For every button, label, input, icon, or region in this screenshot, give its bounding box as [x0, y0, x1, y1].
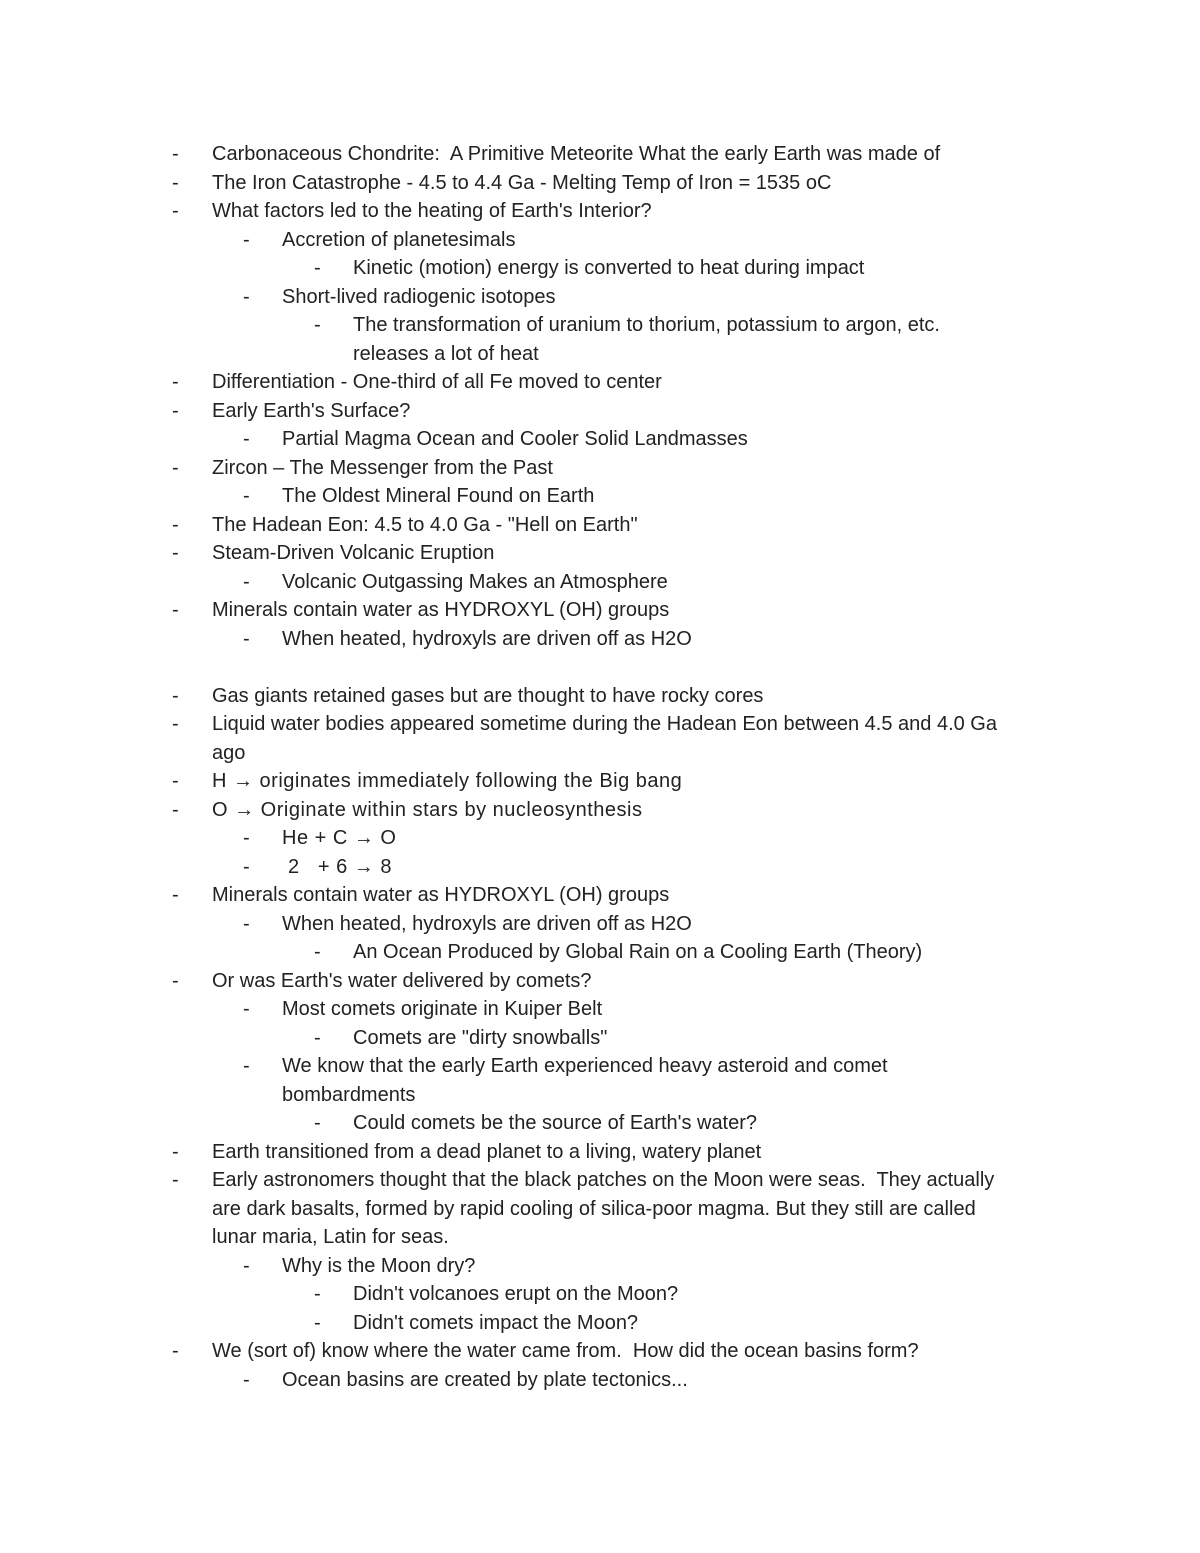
list-bullet: - [243, 228, 250, 251]
list-bullet: - [172, 969, 179, 992]
list-bullet: - [172, 798, 180, 821]
list-item [0, 767, 1200, 796]
list-bullet: - [314, 1112, 321, 1134]
list-item-text: 2 + 6 → 8 [282, 855, 392, 878]
list-bullet: - [243, 485, 250, 507]
list-item [0, 1309, 1200, 1338]
list-bullet: - [172, 713, 179, 735]
list-item-text: Most comets originate in Kuiper Belt [282, 998, 603, 1020]
list-item [0, 938, 1200, 967]
list-item-text: The transformation of uranium to thorium, potassium to argon, etc. [353, 314, 940, 336]
list-bullet: - [172, 1140, 179, 1163]
list-item [0, 368, 1200, 397]
list-item-text: The Oldest Mineral Found on Earth [282, 485, 595, 507]
list-item [0, 140, 1200, 169]
list-item-text: When heated, hydroxyls are driven off as H2O [282, 627, 692, 650]
list-item-text: Minerals contain water as HYDROXYL (OH) groups [212, 884, 670, 906]
list-bullet: - [243, 827, 251, 849]
list-item-text: Short-lived radiogenic isotopes [282, 285, 556, 308]
list-bullet: - [172, 171, 179, 194]
list-item [0, 910, 1200, 939]
list-bullet: - [314, 257, 321, 279]
list-item [0, 1223, 1200, 1252]
list-item [0, 1081, 1200, 1110]
list-bullet: - [172, 599, 179, 621]
list-item [0, 311, 1200, 340]
list-item [0, 1366, 1200, 1395]
list-item [0, 967, 1200, 996]
list-item [0, 340, 1200, 369]
list-bullet: - [172, 513, 179, 536]
list-item [0, 1195, 1200, 1224]
list-item [0, 197, 1200, 226]
list-item [0, 283, 1200, 312]
list-item-text: Early Earth's Surface? [212, 399, 411, 422]
list-item [0, 596, 1200, 625]
list-item-text: H → originates immediately following the Big bang [212, 770, 683, 792]
list-item [0, 539, 1200, 568]
blank-line [0, 653, 1200, 682]
list-item-text: Minerals contain water as HYDROXYL (OH) groups [212, 599, 670, 621]
list-item [0, 254, 1200, 283]
list-bullet: - [243, 1254, 250, 1277]
list-item [0, 1024, 1200, 1053]
list-item [0, 853, 1200, 882]
list-bullet: - [243, 1055, 250, 1077]
list-item-text: He + C → O [282, 827, 397, 849]
list-item-text: The Iron Catastrophe - 4.5 to 4.4 Ga - Melting Temp of Iron = 1535 oC [212, 171, 832, 194]
list-bullet: - [172, 456, 179, 479]
list-item-text: Accretion of planetesimals [282, 228, 516, 251]
list-bullet: - [314, 1311, 321, 1334]
list-bullet: - [243, 1368, 250, 1391]
list-bullet: - [172, 884, 179, 906]
list-bullet: - [172, 770, 180, 792]
list-item [0, 226, 1200, 255]
list-item-text: Partial Magma Ocean and Cooler Solid Landmasses [282, 428, 748, 450]
list-item-text: Comets are "dirty snowballs" [353, 1026, 608, 1049]
list-bullet: - [314, 1026, 321, 1049]
list-item-text: Differentiation - One-third of all Fe moved to center [212, 371, 662, 393]
list-item-text: Early astronomers thought that the black patches on the Moon were seas. They actually [212, 1169, 995, 1191]
list-item [0, 482, 1200, 511]
list-item-text: ago [212, 741, 246, 764]
list-item [0, 169, 1200, 198]
list-bullet: - [314, 1283, 321, 1305]
list-bullet: - [314, 314, 321, 336]
list-bullet: - [172, 1340, 179, 1362]
list-item-text: are dark basalts, formed by rapid cooling of silica-poor magma. But they still are called [212, 1197, 976, 1220]
list-item-text: An Ocean Produced by Global Rain on a Cooling Earth (Theory) [353, 941, 923, 963]
list-item-text: Earth transitioned from a dead planet to a living, watery planet [212, 1140, 762, 1163]
list-item-text: The Hadean Eon: 4.5 to 4.0 Ga - "Hell on Earth" [212, 513, 638, 536]
list-item [0, 796, 1200, 825]
list-bullet: - [314, 941, 321, 963]
list-item-text: We know that the early Earth experienced heavy asteroid and comet [282, 1055, 888, 1077]
list-item-text: When heated, hydroxyls are driven off as H2O [282, 912, 692, 935]
list-item [0, 710, 1200, 739]
list-item-text: Zircon – The Messenger from the Past [212, 456, 553, 479]
list-item-text: We (sort of) know where the water came from. How did the ocean basins form? [212, 1340, 919, 1362]
list-bullet: - [243, 998, 250, 1020]
list-item-text: Didn't comets impact the Moon? [353, 1311, 639, 1334]
list-bullet: - [172, 399, 179, 422]
list-item-text: Liquid water bodies appeared sometime during the Hadean Eon between 4.5 and 4.0 Ga [212, 713, 997, 735]
list-item-text: releases a lot of heat [353, 342, 539, 365]
list-bullet: - [243, 627, 250, 650]
list-bullet: - [243, 428, 250, 450]
list-item-text: Volcanic Outgassing Makes an Atmosphere [282, 570, 668, 593]
list-item [0, 1252, 1200, 1281]
list-item [0, 425, 1200, 454]
list-item [0, 881, 1200, 910]
list-item-text: bombardments [282, 1083, 416, 1106]
list-item [0, 995, 1200, 1024]
list-item [0, 739, 1200, 768]
list-item-text: Gas giants retained gases but are thought to have rocky cores [212, 684, 764, 707]
list-item [0, 511, 1200, 540]
list-item-text: Ocean basins are created by plate tectonics... [282, 1368, 688, 1391]
list-item [0, 1109, 1200, 1138]
list-item [0, 454, 1200, 483]
list-bullet: - [243, 570, 250, 593]
list-item-text: O → Originate within stars by nucleosynthesis [212, 798, 643, 821]
list-item-text: lunar maria, Latin for seas. [212, 1226, 449, 1248]
list-bullet: - [172, 542, 179, 564]
list-item-text: Kinetic (motion) energy is converted to heat during impact [353, 257, 865, 279]
list-bullet: - [243, 912, 250, 935]
list-item [0, 1138, 1200, 1167]
list-item-text: What factors led to the heating of Earth's Interior? [212, 200, 652, 222]
list-item [0, 1337, 1200, 1366]
list-item [0, 397, 1200, 426]
list-bullet: - [172, 371, 179, 393]
list-item-text: Could comets be the source of Earth's water? [353, 1112, 758, 1134]
list-item [0, 1280, 1200, 1309]
list-item [0, 568, 1200, 597]
document-page [0, 140, 1200, 1394]
list-item-text: Carbonaceous Chondrite: A Primitive Meteorite What the early Earth was made of [212, 143, 941, 165]
list-item [0, 682, 1200, 711]
list-bullet: - [172, 1169, 179, 1191]
list-item-text: Why is the Moon dry? [282, 1254, 476, 1277]
list-item-text: Didn't volcanoes erupt on the Moon? [353, 1283, 679, 1305]
list-bullet: - [172, 684, 179, 707]
list-item-text: Or was Earth's water delivered by comets? [212, 969, 592, 992]
list-bullet: - [243, 855, 251, 878]
list-item [0, 625, 1200, 654]
list-item [0, 824, 1200, 853]
list-item [0, 1052, 1200, 1081]
list-bullet: - [172, 143, 179, 165]
list-bullet: - [243, 285, 250, 308]
list-bullet: - [172, 200, 179, 222]
list-item [0, 1166, 1200, 1195]
list-item-text: Steam-Driven Volcanic Eruption [212, 542, 495, 564]
